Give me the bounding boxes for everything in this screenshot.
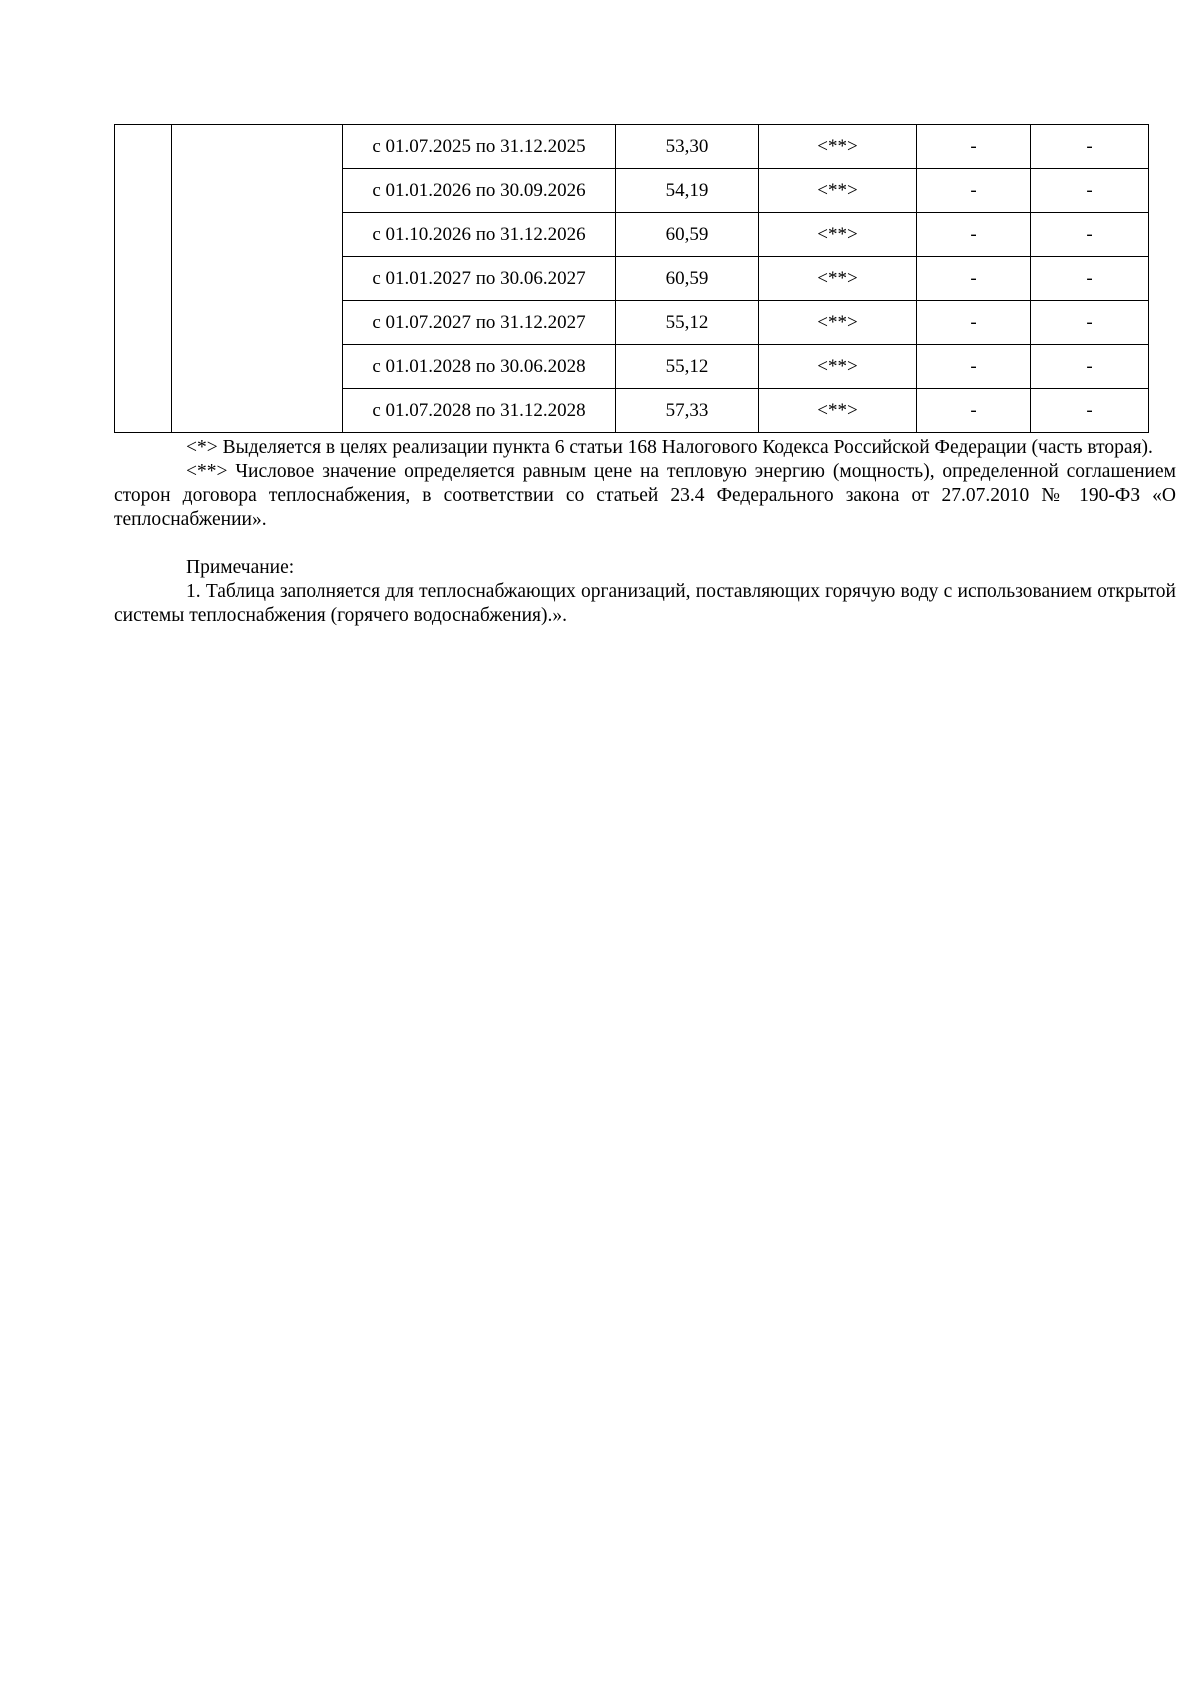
note-ref-cell: <**> [759,389,917,433]
note-ref-cell: <**> [759,169,917,213]
value-cell: 60,59 [616,257,759,301]
period-cell: с 01.07.2028 по 31.12.2028 [343,389,616,433]
period-cell: с 01.01.2028 по 30.06.2028 [343,345,616,389]
period-cell: с 01.01.2027 по 30.06.2027 [343,257,616,301]
period-cell: с 01.07.2025 по 31.12.2025 [343,125,616,169]
period-cell: с 01.07.2027 по 31.12.2027 [343,301,616,345]
value-cell: 54,19 [616,169,759,213]
merged-name-cell [172,125,343,433]
dash-cell: - [917,125,1031,169]
footnote-price: <**> Числовое значение определяется равным цене на тепловую энергию (мощность), определенной соглашением сторон договора теплоснабжения, в соответствии со статьей 23.4 Федерального закона от 27.07.2010 № 190-ФЗ «О теплоснабжении». [114,461,1176,530]
note-ref-cell: <**> [759,125,917,169]
note-ref-cell: <**> [759,345,917,389]
remark-title: Примечание: [186,557,295,578]
note-ref-cell: <**> [759,257,917,301]
dash-cell: - [917,389,1031,433]
dash-cell: - [917,213,1031,257]
period-cell: с 01.10.2026 по 31.12.2026 [343,213,616,257]
value-cell: 60,59 [616,213,759,257]
table-row [115,125,1149,169]
value-cell: 57,33 [616,389,759,433]
footnotes-section [114,436,1176,628]
note-ref-cell: <**> [759,301,917,345]
dash-cell: - [1031,345,1149,389]
dash-cell: - [1031,169,1149,213]
remark-item-1: 1. Таблица заполняется для теплоснабжающих организаций, поставляющих горячую воду с использованием открытой системы теплоснабжения (горячего водоснабжения).». [114,581,1176,626]
footnote-vat: <*> Выделяется в целях реализации пункта 6 статьи 168 Налогового Кодекса Российской Федерации (часть вторая). [186,437,1153,458]
dash-cell: - [1031,257,1149,301]
dash-cell: - [917,301,1031,345]
merged-number-cell [115,125,172,433]
dash-cell: - [917,169,1031,213]
period-cell: с 01.01.2026 по 30.09.2026 [343,169,616,213]
dash-cell: - [1031,301,1149,345]
value-cell: 53,30 [616,125,759,169]
dash-cell: - [1031,213,1149,257]
dash-cell: - [1031,389,1149,433]
tariff-table [114,124,1149,433]
dash-cell: - [1031,125,1149,169]
document-page [114,124,1174,628]
dash-cell: - [917,345,1031,389]
value-cell: 55,12 [616,345,759,389]
dash-cell: - [917,257,1031,301]
value-cell: 55,12 [616,301,759,345]
note-ref-cell: <**> [759,213,917,257]
